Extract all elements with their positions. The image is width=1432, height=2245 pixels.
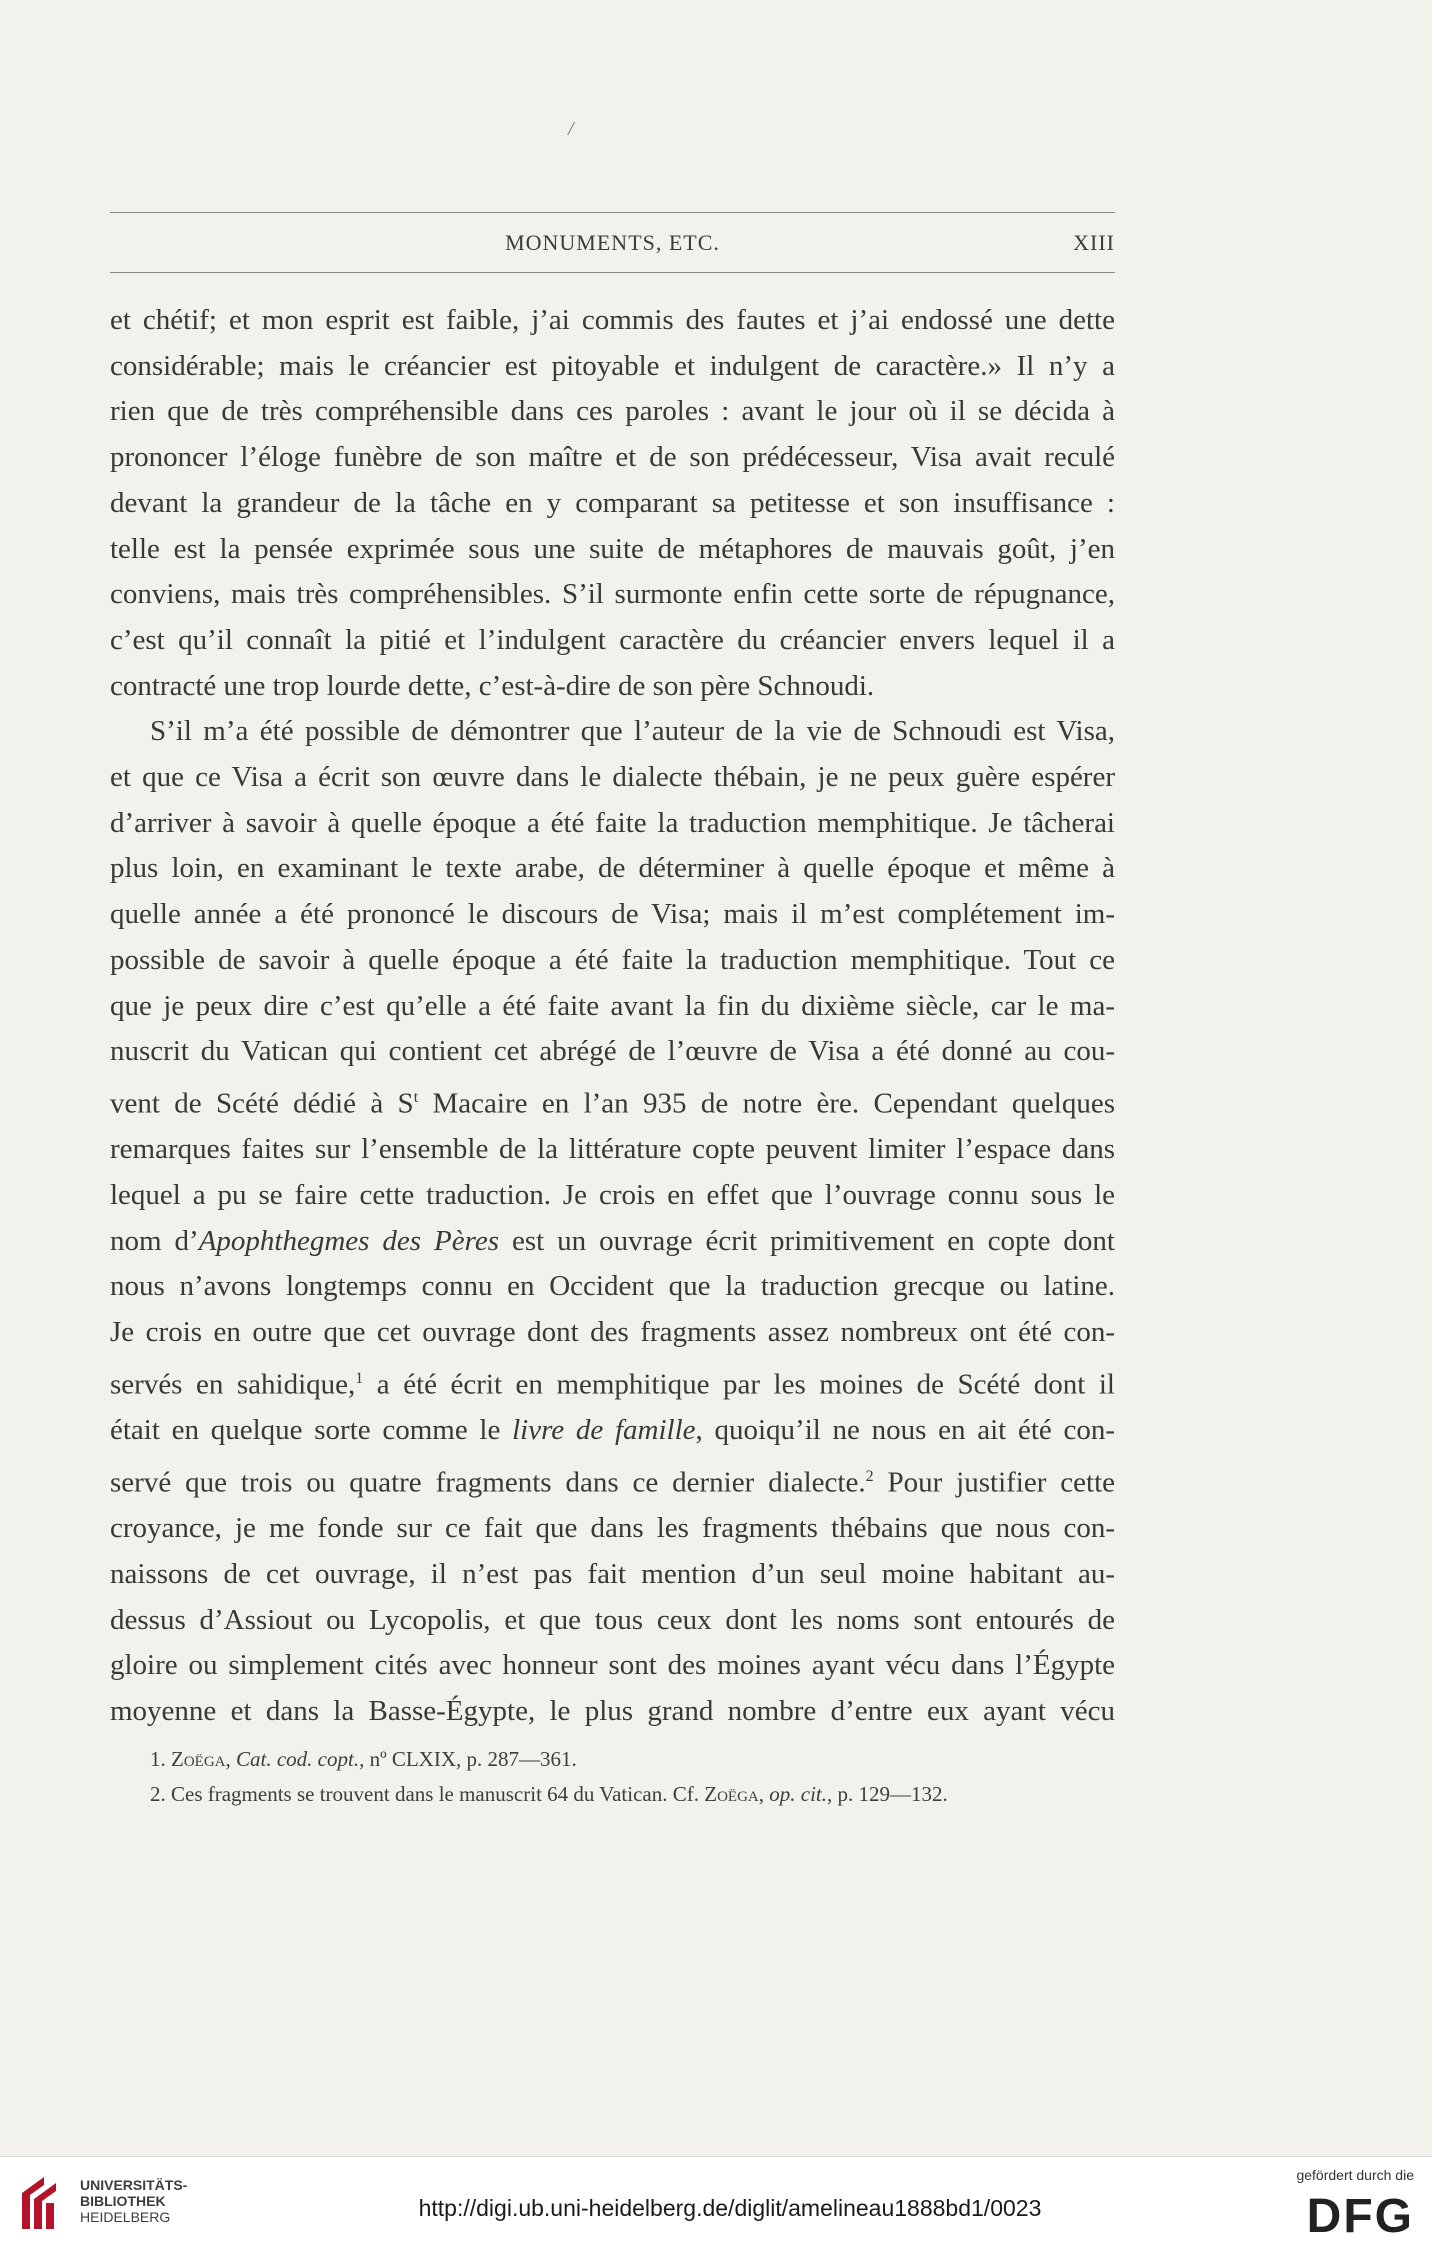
institution-line: HEIDELBERG bbox=[80, 2209, 171, 2225]
text-line: d’arriver à savoir à quelle époque a été faite la traduction memphitique. Je tâcherai bbox=[110, 806, 1115, 839]
footnote-work: op. cit. bbox=[769, 1782, 827, 1806]
footnote-text: Ces fragments se trouvent dans le manuscrit 64 du Vatican. Cf. bbox=[171, 1782, 705, 1806]
running-head-title: MONUMENTS, ETC. bbox=[505, 230, 720, 255]
text-line: et que ce Visa a écrit son œuvre dans le dialecte thébain, je ne peux guère espérer bbox=[110, 761, 1115, 794]
text-line bbox=[110, 1075, 1115, 1127]
header-rule-top bbox=[110, 212, 1115, 213]
line-segment: Pour justifier cette bbox=[873, 1466, 1115, 1499]
italic-title: Apophthegmes des Pères bbox=[198, 1224, 500, 1257]
footnote-1 bbox=[150, 1742, 1115, 1777]
text-line: devant la grandeur de la tâche en y comparant sa petitesse et son insuffisance : bbox=[110, 486, 1115, 519]
footnote-separator: , bbox=[225, 1747, 236, 1771]
text-line: dessus d’Assiout ou Lycopolis, et que tous ceux dont les noms sont entourés de bbox=[110, 1603, 1115, 1636]
running-head bbox=[110, 230, 1115, 260]
text-line bbox=[110, 1356, 1115, 1408]
library-logo-icon bbox=[14, 2171, 66, 2233]
line-segment: servés en sahidique, bbox=[110, 1368, 356, 1401]
institution-line: BIBLIOTHEK bbox=[80, 2193, 166, 2209]
digitization-footer bbox=[0, 2156, 1432, 2245]
footnote-ref-1: 1 bbox=[355, 1369, 364, 1387]
text-line: contracté une trop lourde dette, c’est-à-dire de son père Schnoudi. bbox=[110, 669, 875, 702]
dfg-logo: DFG bbox=[1306, 2190, 1414, 2243]
text-line: possible de savoir à quelle époque a été faite la traduction memphitique. Tout ce bbox=[110, 943, 1115, 976]
footnote-number: 2. bbox=[150, 1782, 166, 1806]
footnote-rest: , p. 129—132. bbox=[827, 1782, 948, 1806]
text-line: croyance, je me fonde sur ce fait que dans les fragments thébains que nous con- bbox=[110, 1512, 1115, 1545]
text-line: nous n’avons longtemps connu en Occident que la traduction grecque ou latine. bbox=[110, 1270, 1115, 1303]
text-line: naissons de cet ouvrage, il n’est pas fait mention d’un seul moine habitant au- bbox=[110, 1557, 1115, 1590]
permalink[interactable]: http://digi.ub.uni-heidelberg.de/diglit/amelineau1888bd1/0023 bbox=[418, 2195, 1042, 2221]
text-line: rien que de très compréhensible dans ces paroles : avant le jour où il se décida à bbox=[110, 395, 1115, 428]
footnote-work: Cat. cod. copt. bbox=[236, 1747, 360, 1771]
text-line: lequel a pu se faire cette traduction. Je crois en effet que l’ouvrage connu sous le bbox=[110, 1179, 1115, 1212]
header-rule-bottom bbox=[110, 272, 1115, 273]
line-segment: servé que trois ou quatre fragments dans ce dernier dialecte. bbox=[110, 1466, 866, 1499]
footnote-author: Zoëga bbox=[171, 1747, 226, 1771]
line-segment: Macaire en l’an 935 de notre ère. Cependant quelques bbox=[418, 1087, 1115, 1120]
institution-name bbox=[80, 2177, 187, 2225]
text-line: nuscrit du Vatican qui contient cet abrégé de l’œuvre de Visa a été donné au cou- bbox=[110, 1035, 1115, 1068]
footnote-author: Zoëga bbox=[704, 1782, 759, 1806]
text-line: S’il m’a été possible de démontrer que l’auteur de la vie de Schnoudi est Visa, bbox=[150, 715, 1115, 748]
funder-label: gefördert durch die bbox=[1296, 2167, 1414, 2183]
line-segment: a été écrit en memphitique par les moines de Scété dont il bbox=[363, 1368, 1115, 1401]
line-segment: vent de Scété dédié à bbox=[110, 1087, 384, 1120]
text-line: prononcer l’éloge funèbre de son maître et de son prédécesseur, Visa avait reculé bbox=[110, 441, 1115, 474]
text-line: c’est qu’il connaît la pitié et l’indulgent caractère du créancier envers lequel il a bbox=[110, 623, 1115, 656]
text-line: conviens, mais très compréhensibles. S’il surmonte enfin cette sorte de répugnance, bbox=[110, 578, 1115, 611]
text-line: et chétif; et mon esprit est faible, j’ai commis des fautes et j’ai endossé une dette bbox=[110, 304, 1115, 336]
text-line bbox=[110, 1219, 1115, 1265]
footnote-separator: , bbox=[758, 1782, 770, 1806]
footnote-2 bbox=[150, 1777, 1115, 1812]
text-line: plus loin, en examinant le texte arabe, de déterminer à quelle époque et même à bbox=[110, 852, 1115, 885]
text-line: considérable; mais le créancier est pitoyable et indulgent de caractère.» Il n’y a bbox=[110, 349, 1115, 382]
text-line: remarques faites sur l’ensemble de la littérature copte peuvent limiter l’espace dans bbox=[110, 1133, 1115, 1166]
line-segment: était en quelque sorte comme le bbox=[110, 1414, 501, 1447]
superscript: t bbox=[413, 1088, 419, 1106]
text-line bbox=[110, 1454, 1115, 1506]
saint-abbrev: S bbox=[383, 1087, 414, 1120]
text-line: que je peux dire c’est qu’elle a été faite avant la fin du dixième siècle, car le ma- bbox=[110, 989, 1115, 1022]
text-line: moyenne et dans la Basse-Égypte, le plus grand nombre d’entre eux ayant vécu bbox=[110, 1695, 1115, 1728]
space bbox=[500, 1414, 512, 1446]
footnote-rest: , nº CLXIX, p. 287—361. bbox=[359, 1747, 577, 1771]
institution-line: UNIVERSITÄTS- bbox=[80, 2177, 188, 2193]
footnote-number: 1. bbox=[150, 1747, 166, 1771]
italic-phrase: livre de famille bbox=[512, 1414, 696, 1447]
stray-mark: / bbox=[568, 118, 574, 140]
text-line bbox=[110, 1408, 1115, 1454]
page-number: XIII bbox=[1073, 230, 1115, 255]
footnotes bbox=[150, 1742, 1115, 1812]
footnote-ref-2: 2 bbox=[865, 1467, 874, 1485]
line-segment: nom d’ bbox=[110, 1224, 199, 1257]
text-line: quelle année a été prononcé le discours de Visa; mais il m’est complétement im- bbox=[110, 898, 1115, 931]
text-line: gloire ou simplement cités avec honneur sont des moines ayant vécu dans l’Égypte bbox=[110, 1649, 1115, 1682]
line-segment: , quoiqu’il ne nous en ait été con- bbox=[695, 1414, 1116, 1447]
body-text bbox=[110, 298, 1115, 1735]
line-segment: est un ouvrage écrit primitivement en copte dont bbox=[499, 1224, 1115, 1257]
text-line: Je crois en outre que cet ouvrage dont des fragments assez nombreux ont été con- bbox=[110, 1316, 1115, 1349]
text-line: telle est la pensée exprimée sous une suite de métaphores de mauvais goût, j’en bbox=[110, 532, 1115, 565]
